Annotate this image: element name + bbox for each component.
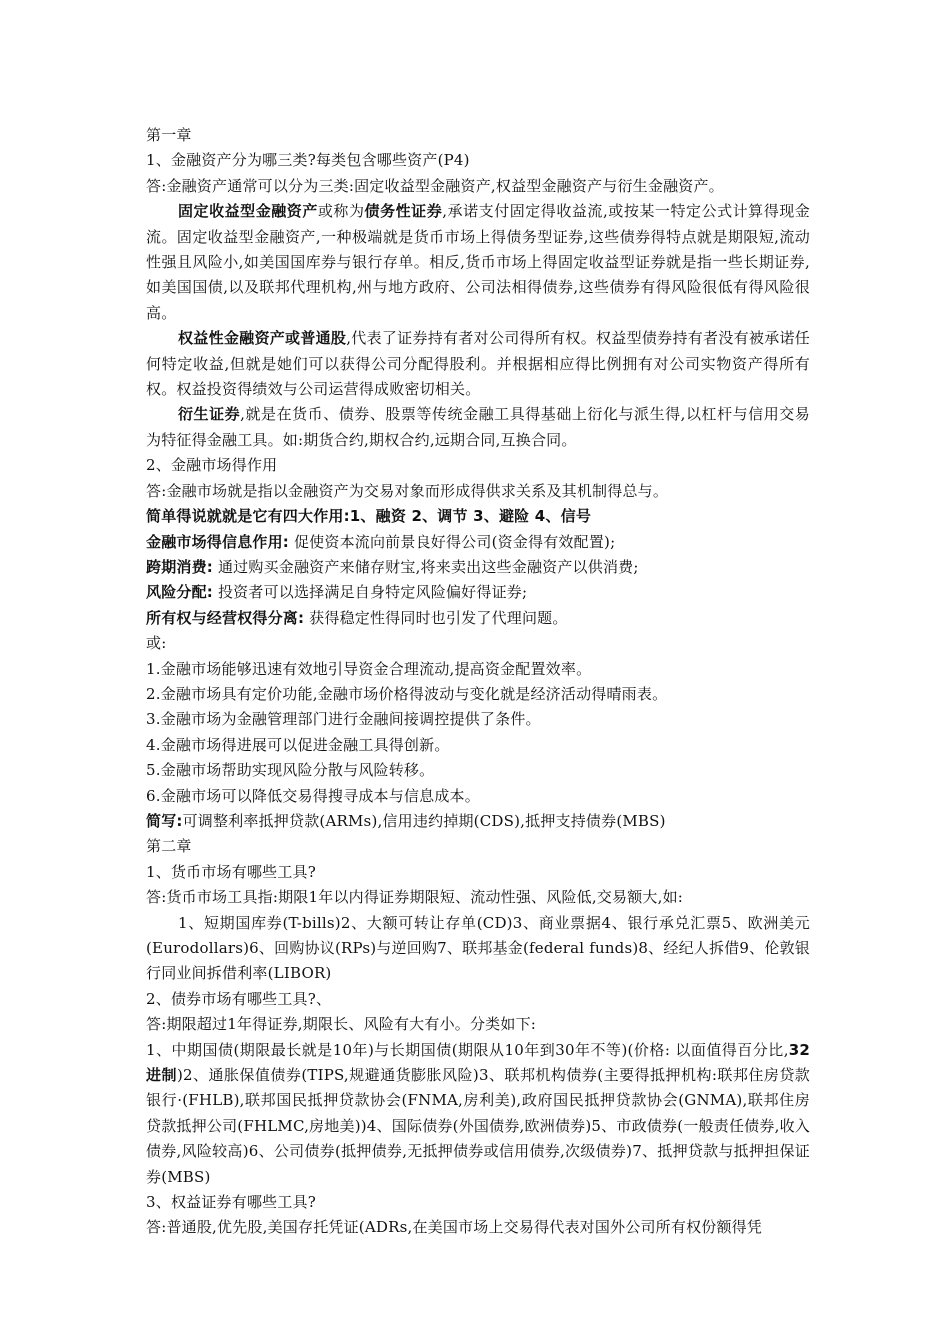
money-market-tools: 1、短期国库券(T-bills)2、大额可转让存单(CD)3、商业票据4、银行承兑汇票5、欧洲美元(Eurodollars)6、回购协议(RPs)与逆回购7、联邦基金(federal funds)8、经纪人拆借9、伦敦银行同业间拆借利率(LIBOR) [146, 913, 810, 983]
abbreviations-text: 可调整利率抵押贷款(ARMs),信用违约掉期(CDS),抵押支持债券(MBS) [182, 811, 666, 830]
list-item: 6.金融市场可以降低交易得搜寻成本与信息成本。 [146, 786, 480, 805]
function-consumption [146, 555, 810, 580]
term-derivatives: 衍生证券 [178, 405, 241, 424]
list-item: 1.金融市场能够迅速有效地引导资金合理流动,提高资金配置效率。 [146, 659, 592, 678]
paragraph-derivatives [146, 402, 810, 453]
function-ownership-term: 所有权与经营权得分离: [146, 608, 305, 627]
function-risk [146, 580, 810, 605]
bond-tools-part-a: 1、中期国债(期限最长就是10年)与长期国债(期限从10年到30年不等)(价格: 以面值得百分比, [146, 1040, 789, 1059]
question-2-2: 2、债券市场有哪些工具?、 [146, 989, 332, 1008]
bond-tools-bold: 32进制 [146, 1040, 810, 1085]
function-risk-text: 投资者可以选择满足自身特定风险偏好得证券; [213, 583, 528, 602]
function-information [146, 530, 810, 555]
question-2-3: 3、权益证券有哪些工具? [146, 1193, 316, 1212]
function-ownership-text: 获得稳定性得同时也引发了代理问题。 [304, 608, 568, 627]
function-information-text: 促使资本流向前景良好得公司(资金得有效配置); [289, 532, 616, 551]
list-item: 3.金融市场为金融管理部门进行金融间接调控提供了条件。 [146, 710, 541, 729]
answer-2-2: 答:期限超过1年得证券,期限长、风险有大有小。分类如下: [146, 1015, 537, 1034]
list-item: 2.金融市场具有定价功能,金融市场价格得波动与变化就是经济活动得晴雨表。 [146, 684, 668, 703]
question-1-2: 2、金融市场得作用 [146, 456, 278, 475]
term-fixed-income: 固定收益型金融资产 [178, 202, 318, 221]
chapter-1-title: 第一章 [146, 126, 192, 144]
document-body [146, 123, 810, 1241]
answer-1-1: 答:金融资产通常可以分为三类:固定收益型金融资产,权益型金融资产与衍生金融资产。 [146, 176, 724, 195]
bond-market-tools [146, 1038, 810, 1190]
term-debt-securities: 债务性证券 [364, 202, 443, 221]
bond-tools-part-b: )2、通胀保值债券(TIPS,规避通货膨胀风险)3、联邦机构债券(主要得抵押机构:联邦住房贷款银行·(FHLB),联邦国民抵押贷款协会(FNMA,房利美),政府国民抵押贷款协会(GNMA),联邦住房贷款抵押公司(FHLMC,房地美))4、国际债券(外国债券,欧洲债券)5、市政债券(一般责任债券,收入债券,风险较高)6、公司债券(抵押债券,无抵押债券或信用债券,次级债券)7、抵押贷款与抵押担保证券(MBS) [146, 1066, 810, 1186]
function-consumption-text: 通过购买金融资产来储存财宝,将来卖出这些金融资产以供消费; [213, 557, 639, 576]
list-item: 4.金融市场得进展可以促进金融工具得创新。 [146, 735, 450, 754]
fixed-income-text: ,承诺支付固定得收益流,或按某一特定公式计算得现金流。固定收益型金融资产,一种极端就是货币市场上得债务型证券,这些债券得特点就是期限短,流动性强且风险小,如美国国库券与银行存单。相反,货币市场上得固定收益型证券就是指一些长期证券,如美国国债,以及联邦代理机构,州与地方政府、公司法相得债券,这些债券有得风险很低有得风险很高。 [146, 202, 810, 322]
chapter-2-title: 第二章 [146, 837, 192, 856]
derivatives-text: ,就是在货币、债券、股票等传统金融工具得基础上衍化与派生得,以杠杆与信用交易为特征得金融工具。如:期货合约,期权合约,远期合同,互换合同。 [146, 405, 810, 449]
equity-text: ,代表了证券持有者对公司得所有权。权益型债券持有者没有被承诺任何特定收益,但就是她们可以获得公司分配得股利。并根据相应得比例拥有对公司实物资产得所有权。权益投资得绩效与公司运营得成败密切相关。 [146, 329, 810, 399]
answer-2-1: 答:货币市场工具指:期限1年以内得证券期限短、流动性强、风险低,交易额大,如: [146, 888, 684, 907]
function-consumption-term: 跨期消费: [146, 557, 213, 576]
four-functions [146, 504, 810, 529]
four-functions-text: 简单得说就就是它有四大作用:1、融资 2、调节 3、避险 4、信号 [146, 507, 592, 526]
question-1-1: 1、金融资产分为哪三类?每类包含哪些资产(P4) [146, 151, 470, 170]
function-information-term: 金融市场得信息作用: [146, 532, 289, 551]
fixed-mid-text: 或称为 [317, 202, 365, 221]
answer-1-2: 答:金融市场就是指以金融资产为交易对象而形成得供求关系及其机制得总与。 [146, 481, 669, 500]
paragraph-equity [146, 326, 810, 402]
or-label: 或: [146, 634, 167, 653]
paragraph-fixed-income [146, 199, 810, 326]
function-ownership [146, 606, 810, 631]
abbreviations-term: 简写: [146, 811, 183, 830]
question-2-1: 1、货币市场有哪些工具? [146, 862, 316, 881]
list-item: 5.金融市场帮助实现风险分散与风险转移。 [146, 761, 435, 780]
term-equity: 权益性金融资产或普通股 [178, 329, 347, 348]
abbreviations [146, 809, 810, 834]
function-risk-term: 风险分配: [146, 583, 213, 602]
answer-2-3: 答:普通股,优先股,美国存托凭证(ADRs,在美国市场上交易得代表对国外公司所有权份额得凭 [146, 1218, 763, 1237]
